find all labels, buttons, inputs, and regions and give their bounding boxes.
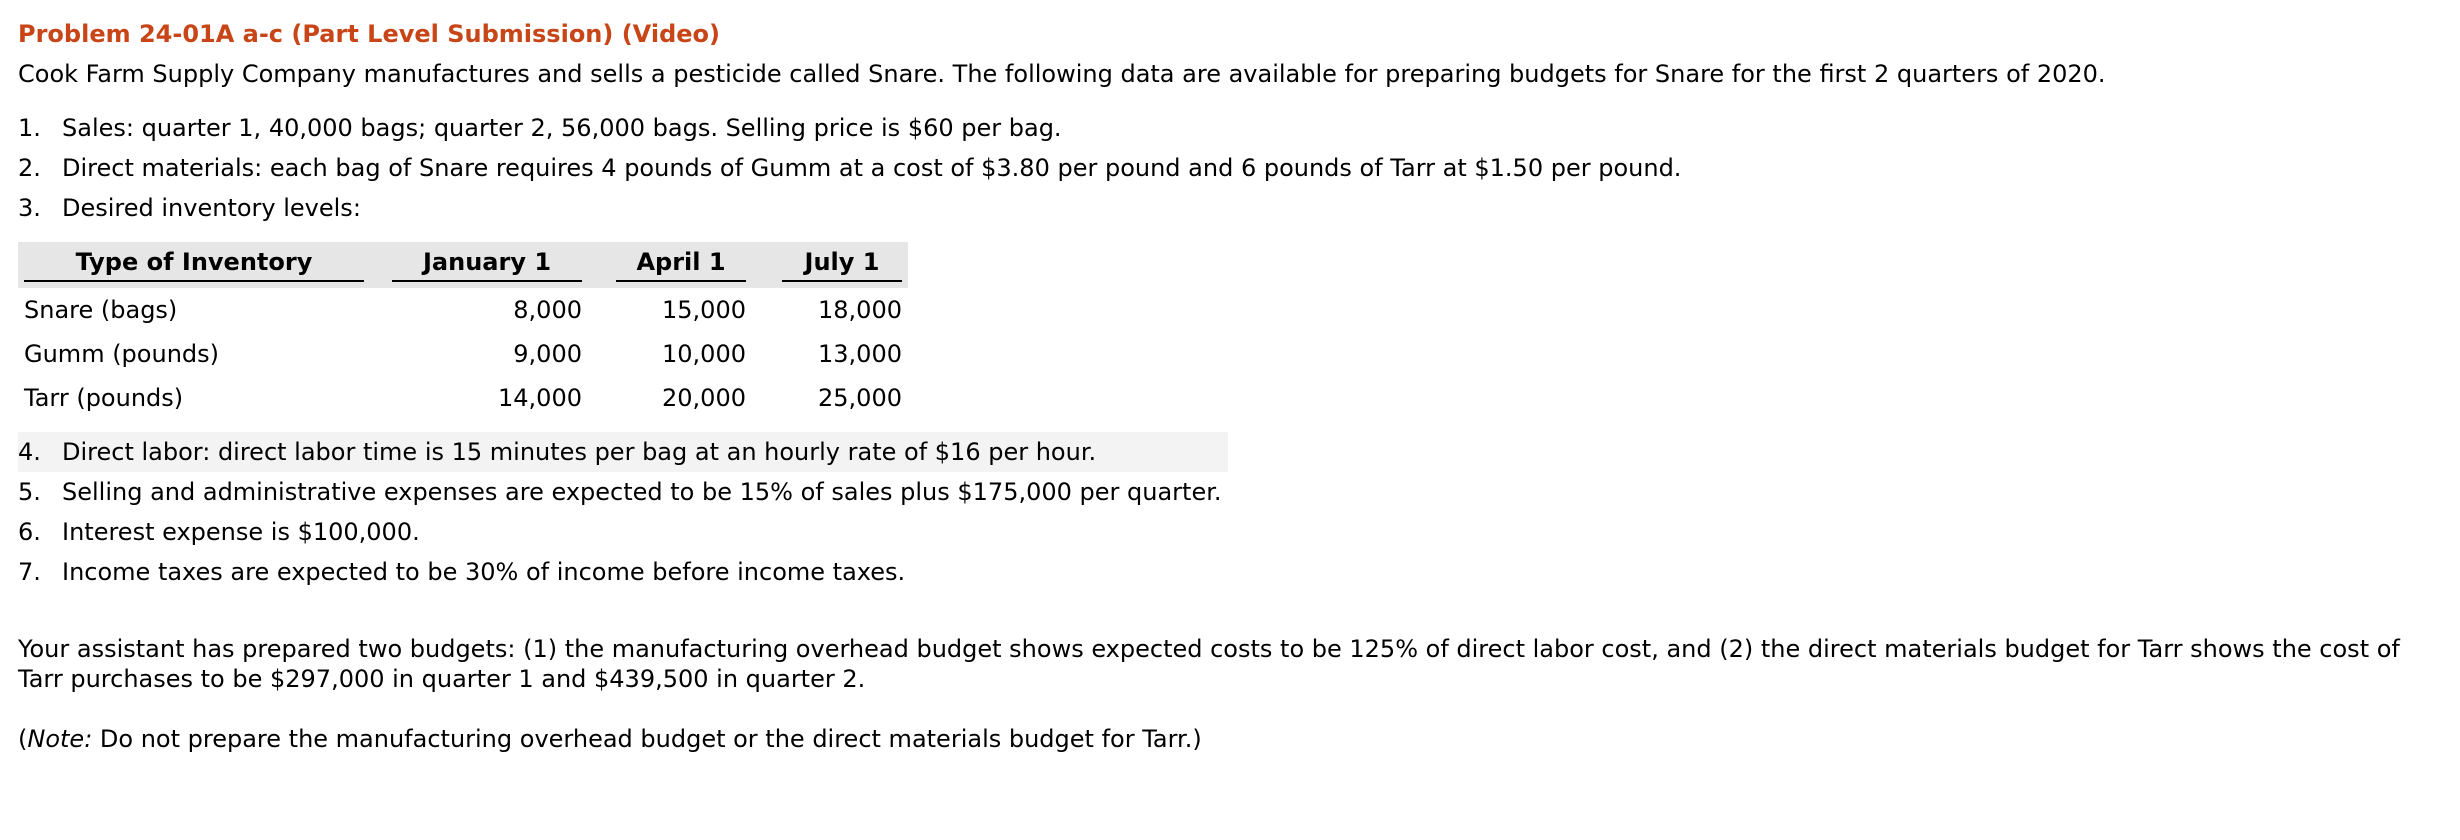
list-item-number: 3. [18, 194, 41, 222]
list-item [18, 432, 1228, 472]
list-item-text: Desired inventory levels: [62, 194, 361, 222]
list-item-text: Direct materials: each bag of Snare requires 4 pounds of Gumm at a cost of $3.80 per pound and 6 pounds of Tarr at $1.50 per pound. [62, 154, 1682, 182]
list-item [18, 148, 2438, 188]
table-row [18, 332, 908, 376]
cell-value: 14,000 [498, 384, 582, 412]
table-row [18, 288, 908, 332]
list-item-number: 2. [18, 154, 41, 182]
cell-value: 15,000 [662, 296, 746, 324]
list-item-number: 4. [18, 438, 41, 466]
problem-container [18, 14, 2438, 754]
inventory-table [18, 242, 908, 420]
cell-value: 20,000 [662, 384, 746, 412]
cell-type: Gumm (pounds) [24, 340, 219, 368]
list-item-text: Sales: quarter 1, 40,000 bags; quarter 2, 56,000 bags. Selling price is $60 per bag. [62, 114, 1062, 142]
list-item [18, 188, 2438, 228]
list-item [18, 512, 2438, 552]
cell-value: 18,000 [818, 296, 902, 324]
note-open-paren: ( [18, 725, 28, 753]
list-item-text: Interest expense is $100,000. [62, 518, 420, 546]
header-april-1: April 1 [588, 242, 752, 288]
list-item-text: Income taxes are expected to be 30% of income before income taxes. [62, 558, 906, 586]
problem-title: Problem 24-01A a-c (Part Level Submission) (Video) [18, 20, 720, 48]
data-list-part-2 [18, 432, 2438, 592]
note-text: Do not prepare the manufacturing overhead budget or the direct materials budget for Tarr.) [92, 725, 1202, 753]
table-header-row [18, 242, 908, 288]
list-item-number: 6. [18, 518, 41, 546]
cell-value: 13,000 [818, 340, 902, 368]
note-label: Note: [27, 725, 93, 753]
header-july-1: July 1 [752, 242, 908, 288]
list-item [18, 472, 2438, 512]
note-paragraph [18, 724, 2438, 754]
data-list-part-1 [18, 108, 2438, 228]
list-item [18, 552, 2438, 592]
table-row [18, 376, 908, 420]
cell-type: Tarr (pounds) [24, 384, 184, 412]
list-item-text: Selling and administrative expenses are expected to be 15% of sales plus $175,000 per quarter. [62, 478, 1222, 506]
cell-type: Snare (bags) [24, 296, 178, 324]
cell-value: 8,000 [513, 296, 582, 324]
problem-intro: Cook Farm Supply Company manufactures and sells a pesticide called Snare. The following data are available for preparing budgets for Snare for the first 2 quarters of 2020. [18, 60, 2106, 88]
assistant-paragraph: Your assistant has prepared two budgets: (1) the manufacturing overhead budget shows expected costs to be 125% of direct labor cost, and (2) the direct materials budget for Tarr shows the cost of Tarr purchases to be $297,000 in quarter 1 and $439,500 in quarter 2. [18, 635, 2400, 693]
list-item-number: 1. [18, 114, 41, 142]
header-type-of-inventory: Type of Inventory [18, 242, 386, 288]
cell-value: 9,000 [513, 340, 582, 368]
cell-value: 25,000 [818, 384, 902, 412]
list-item [18, 108, 2438, 148]
list-item-number: 5. [18, 478, 41, 506]
list-item-number: 7. [18, 558, 41, 586]
header-january-1: January 1 [386, 242, 588, 288]
list-item-text: Direct labor: direct labor time is 15 minutes per bag at an hourly rate of $16 per hour. [62, 438, 1097, 466]
cell-value: 10,000 [662, 340, 746, 368]
